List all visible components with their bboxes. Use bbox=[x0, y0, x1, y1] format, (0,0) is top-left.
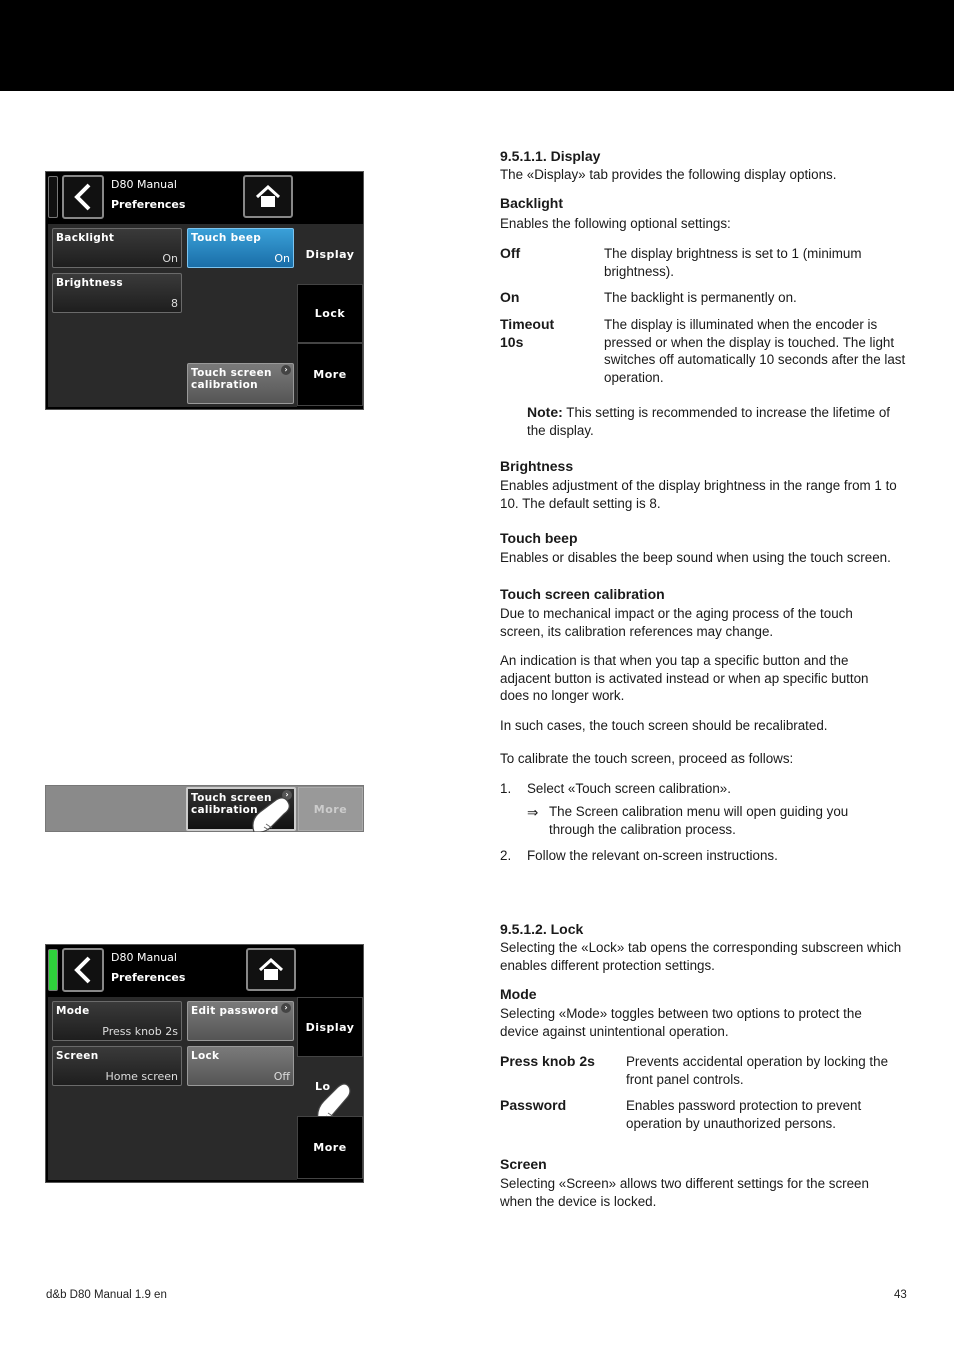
step-text: Select «Touch screen calibration». bbox=[527, 781, 731, 796]
touch-beep-heading: Touch beep bbox=[500, 530, 578, 546]
backlight-heading: Backlight bbox=[500, 195, 564, 211]
home-icon bbox=[258, 958, 284, 982]
brightness-button[interactable] bbox=[52, 273, 182, 313]
home-button[interactable] bbox=[246, 948, 296, 991]
page-number: 43 bbox=[894, 1289, 907, 1301]
window-title: D80 Manual bbox=[111, 951, 177, 964]
calibration-p2: An indication is that when you tap a specific button and the adjacent button is activated instead or when ap specific button does no longer work. bbox=[500, 653, 869, 703]
calibration-screenshot bbox=[45, 785, 364, 832]
mode-text: Selecting «Mode» toggles between two options to protect the device against unintentional operation. bbox=[500, 1006, 862, 1039]
chevron-left-icon bbox=[72, 955, 94, 985]
calibration-p3: In such cases, the touch screen should be recalibrated. bbox=[500, 718, 828, 733]
result-arrow: ⇒ bbox=[527, 805, 539, 820]
display-screenshot bbox=[45, 171, 364, 410]
calibration-label-2: calibration bbox=[191, 379, 258, 391]
finger-icon bbox=[246, 796, 296, 832]
step-number: 2. bbox=[500, 848, 512, 863]
footer-left: d&b D80 Manual 1.9 en bbox=[46, 1289, 167, 1301]
option-term: Timeout bbox=[500, 316, 555, 332]
brightness-heading: Brightness bbox=[500, 458, 574, 474]
tab-more[interactable]: More bbox=[297, 1116, 363, 1179]
calibration-label-1: Touch screen bbox=[191, 792, 272, 804]
screen-label: Screen bbox=[56, 1050, 99, 1062]
tab-lock[interactable]: Lock bbox=[297, 284, 363, 343]
mode-button[interactable] bbox=[52, 1001, 182, 1041]
touch-beep-text: Enables or disables the beep sound when using the touch screen. bbox=[500, 550, 891, 565]
screen-heading: Screen bbox=[500, 1156, 547, 1172]
step-number: 1. bbox=[500, 781, 512, 796]
note-text: This setting is recommended to increase the lifetime of the display. bbox=[527, 405, 891, 438]
home-button[interactable] bbox=[243, 175, 293, 218]
touch-beep-button[interactable] bbox=[187, 228, 294, 268]
lock-button[interactable] bbox=[187, 1046, 294, 1086]
display-intro: The «Display» tab provides the following display options. bbox=[500, 167, 837, 182]
backlight-value: On bbox=[162, 252, 178, 265]
option-term: Password bbox=[500, 1097, 567, 1113]
option-desc: Prevents accidental operation by locking the front panel controls. bbox=[626, 1054, 889, 1087]
tab-display[interactable]: Display bbox=[297, 224, 363, 284]
mode-label: Mode bbox=[56, 1005, 90, 1017]
lock-screenshot bbox=[45, 944, 364, 1183]
calibration-heading: Touch screen calibration bbox=[500, 586, 665, 602]
option-desc: Enables password protection to prevent operation by unauthorized persons. bbox=[626, 1098, 862, 1131]
screen-text: Selecting «Screen» allows two different settings for the screen when the device is locked. bbox=[500, 1176, 869, 1209]
result-text: The Screen calibration menu will open guiding you through the calibration process. bbox=[549, 804, 849, 837]
step-text: Follow the relevant on-screen instructions. bbox=[527, 848, 778, 863]
calibration-label-1: Touch screen bbox=[191, 367, 272, 379]
tab-lock-label: Lo bbox=[315, 1080, 331, 1093]
mode-heading: Mode bbox=[500, 986, 537, 1002]
chevron-right-icon: › bbox=[281, 1003, 291, 1013]
option-term: Off bbox=[500, 245, 521, 261]
option-term: Press knob 2s bbox=[500, 1053, 595, 1069]
chevron-right-icon: › bbox=[282, 790, 292, 800]
window-title: D80 Manual bbox=[111, 178, 177, 191]
mode-value: Press knob 2s bbox=[102, 1025, 178, 1038]
backlight-intro: Enables the following optional settings: bbox=[500, 216, 731, 231]
backlight-button[interactable] bbox=[52, 228, 182, 268]
screen-value: Home screen bbox=[105, 1070, 178, 1083]
touch-beep-value: On bbox=[274, 252, 290, 265]
lock-label: Lock bbox=[191, 1050, 220, 1062]
brightness-label: Brightness bbox=[56, 277, 123, 289]
window-subtitle: Preferences bbox=[111, 198, 186, 211]
status-strip bbox=[48, 176, 58, 218]
note bbox=[527, 404, 907, 439]
display-heading: 9.5.1.1. Display bbox=[500, 148, 601, 164]
edit-password-label: Edit password bbox=[191, 1005, 279, 1017]
header-bar bbox=[0, 0, 954, 91]
edit-password-button[interactable] bbox=[187, 1001, 294, 1041]
screen-button[interactable] bbox=[52, 1046, 182, 1086]
home-icon bbox=[255, 185, 281, 209]
option-term: On bbox=[500, 289, 520, 305]
brightness-text: Enables adjustment of the display brightness in the range from 1 to 10. The default setting is 8. bbox=[500, 478, 897, 511]
back-button[interactable] bbox=[62, 175, 104, 219]
option-desc: The display is illuminated when the encoder is pressed or when the display is touched. The light switches off automatically 10 seconds after the last operation. bbox=[604, 317, 906, 385]
option-desc: The display brightness is set to 1 (minimum brightness). bbox=[604, 246, 862, 279]
calibration-label-2: calibration bbox=[191, 804, 258, 816]
window-subtitle: Preferences bbox=[111, 971, 186, 984]
brightness-value: 8 bbox=[171, 297, 178, 310]
tab-more[interactable]: More bbox=[297, 343, 363, 406]
tab-more[interactable]: More bbox=[298, 787, 363, 831]
lock-value: Off bbox=[273, 1070, 290, 1083]
finger-icon bbox=[314, 1081, 354, 1121]
touch-beep-label: Touch beep bbox=[191, 232, 262, 244]
note-label: Note: bbox=[527, 404, 563, 420]
option-desc: The backlight is permanently on. bbox=[604, 290, 797, 305]
touch-screen-calibration-button[interactable] bbox=[187, 363, 294, 404]
backlight-label: Backlight bbox=[56, 232, 115, 244]
calibration-p1: Due to mechanical impact or the aging process of the touch screen, its calibration references may change. bbox=[500, 606, 853, 639]
chevron-right-icon: › bbox=[281, 365, 291, 375]
status-led bbox=[48, 949, 58, 991]
tab-display[interactable]: Display bbox=[297, 997, 363, 1057]
back-button[interactable] bbox=[62, 948, 104, 992]
lock-heading: 9.5.1.2. Lock bbox=[500, 921, 584, 937]
calibration-p4: To calibrate the touch screen, proceed as follows: bbox=[500, 751, 794, 766]
chevron-left-icon bbox=[72, 182, 94, 212]
lock-intro: Selecting the «Lock» tab opens the corresponding subscreen which enables different protection settings. bbox=[500, 940, 902, 973]
option-term: 10s bbox=[500, 334, 524, 350]
